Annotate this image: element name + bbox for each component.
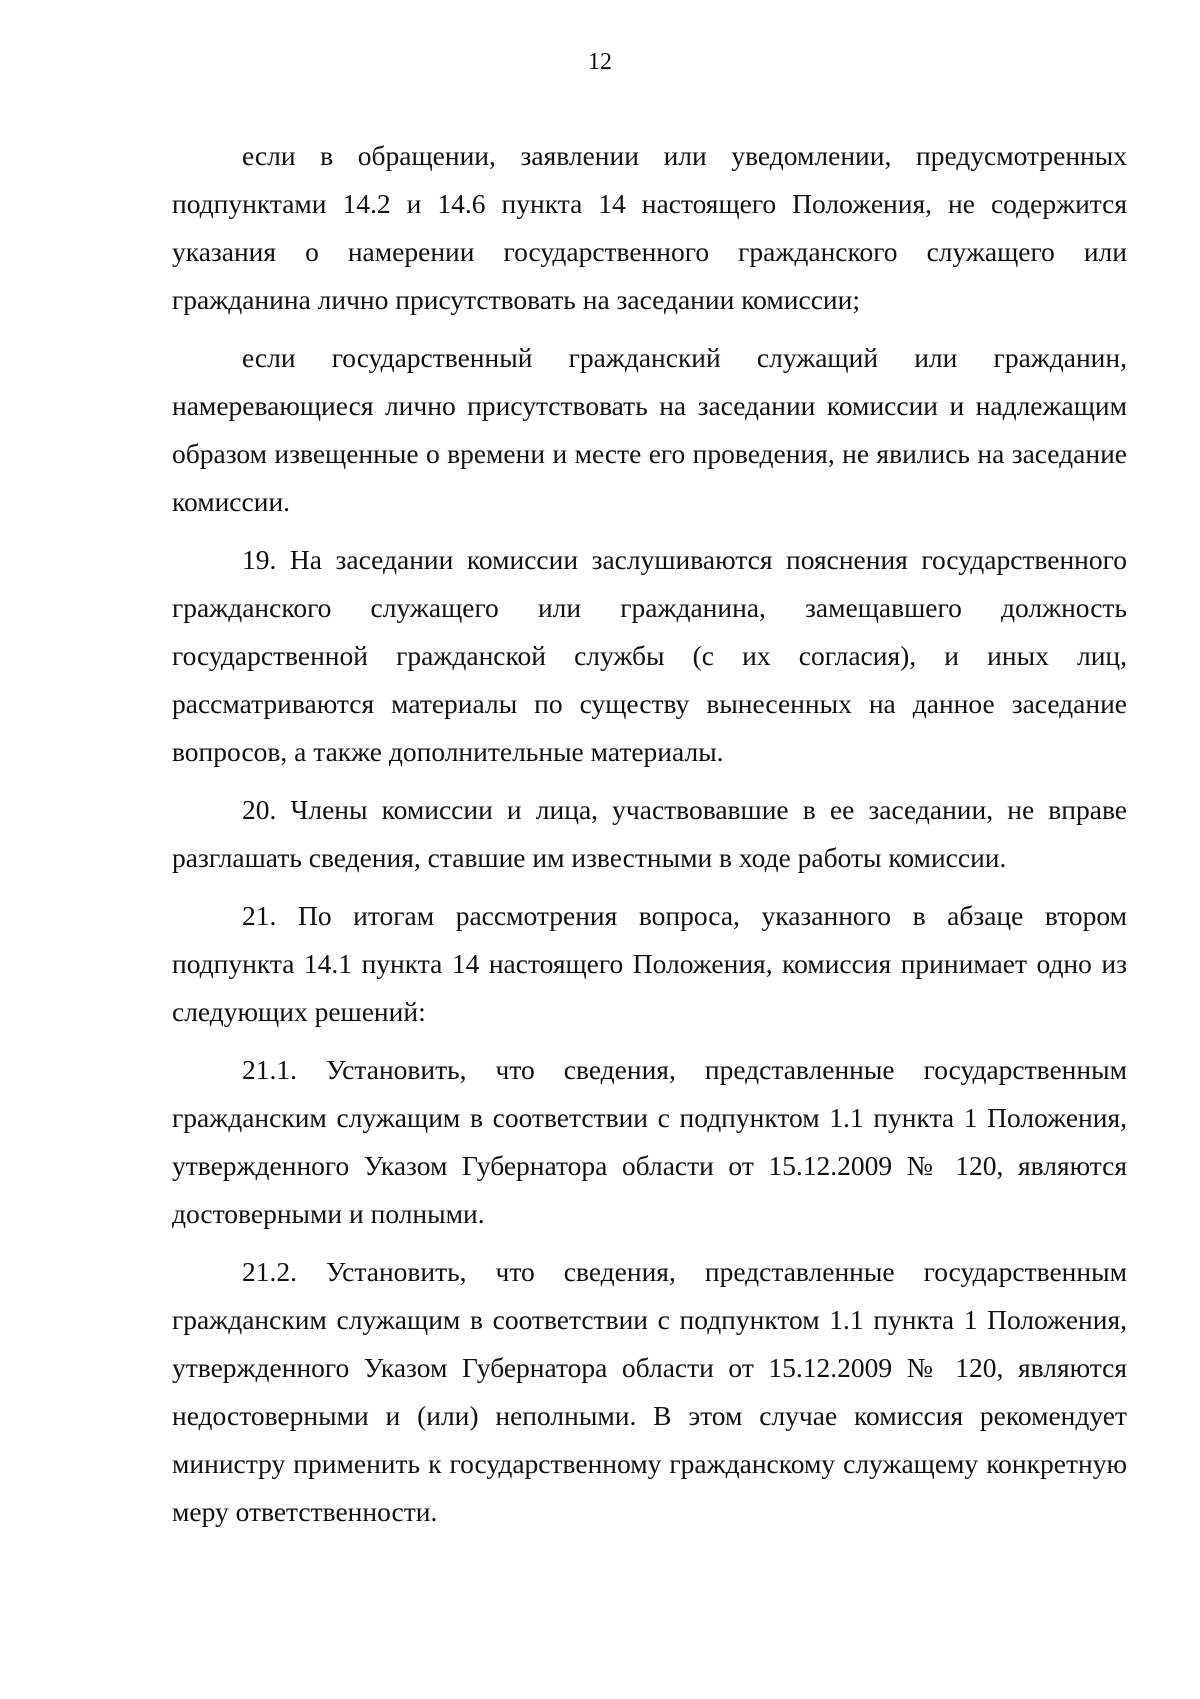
document-body (172, 132, 1127, 1546)
paragraph-21-decisions: 21. По итогам рассмотрения вопроса, указанного в абзаце втором подпункта 14.1 пункта 14 настоящего Положения, комиссия принимает одно из следующих решений: (172, 900, 1127, 1027)
paragraph-19-explanations: 19. На заседании комиссии заслушиваются пояснения государственного гражданского служащего или гражданина, замещавшего должность государственной гражданской службы (с их согласия), и иных лиц, рассматриваются материалы по существу вынесенных на данное заседание вопросов, а также дополнительные материалы. (172, 544, 1127, 767)
page-number: 12 (588, 49, 612, 75)
paragraph-21-1-reliable: 21.1. Установить, что сведения, представленные государственным гражданским служащим в соответствии с подпунктом 1.1 пункта 1 Положения, утвержденного Указом Губернатора области от 15.12.2009 № 120, являются достоверными и полными. (172, 1054, 1127, 1229)
paragraph-21-2-unreliable: 21.2. Установить, что сведения, представленные государственным гражданским служащим в соответствии с подпунктом 1.1 пункта 1 Положения, утвержденного Указом Губернатора области от 15.12.2009 № 120, являются недостоверными и (или) неполными. В этом случае комиссия рекомендует министру применить к государственному гражданскому служащему конкретную меру ответственности. (172, 1256, 1127, 1527)
paragraph-no-intent-stated: если в обращении, заявлении или уведомлении, предусмотренных подпунктами 14.2 и 14.6 пункта 14 настоящего Положения, не содержится указания о намерении государственного гражданского служащего или гражданина лично присутствовать на заседании комиссии; (172, 140, 1127, 315)
paragraph-absent-at-meeting: если государственный гражданский служащий или гражданин, намеревающиеся лично присутствовать на заседании комиссии и надлежащим образом извещенные о времени и месте его проведения, не явились на заседание комиссии. (172, 342, 1127, 517)
paragraph-20-confidentiality: 20. Члены комиссии и лица, участвовавшие в ее заседании, не вправе разглашать сведения, ставшие им известными в ходе работы комиссии. (172, 794, 1127, 873)
